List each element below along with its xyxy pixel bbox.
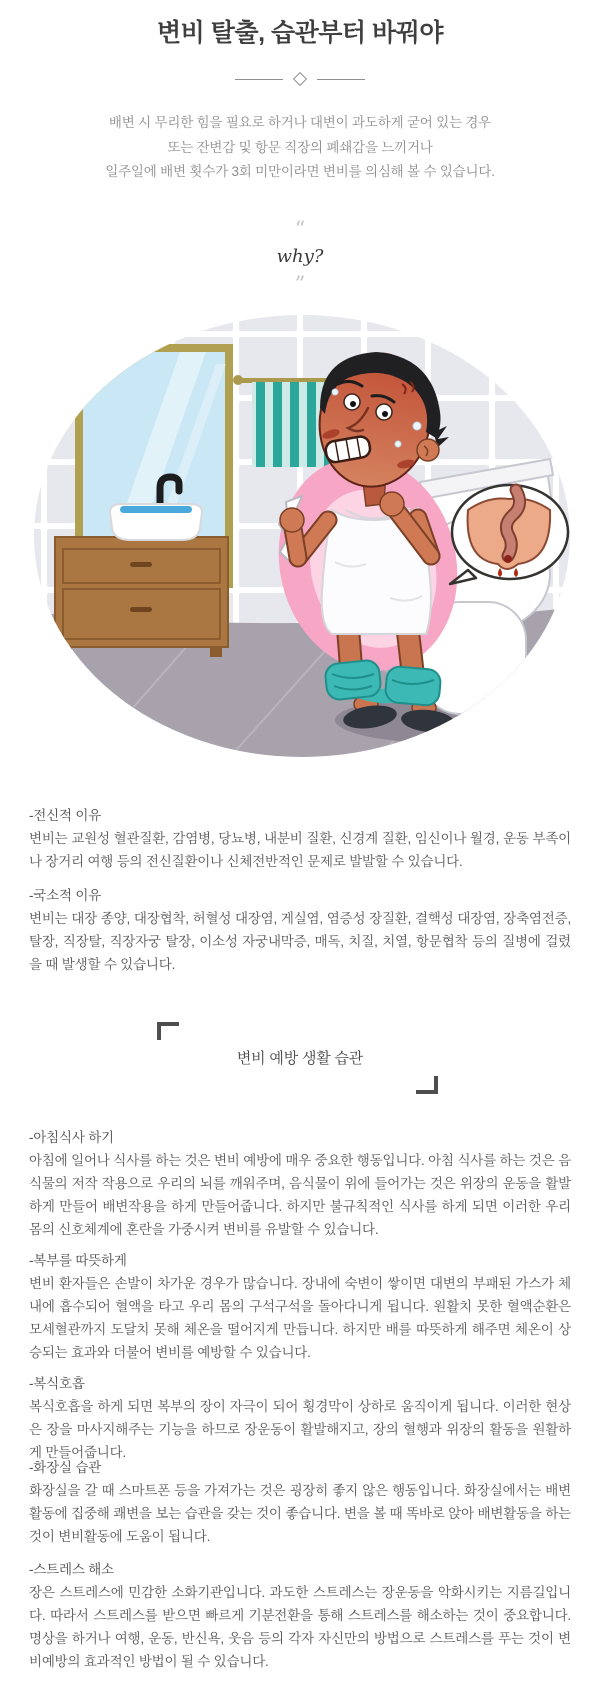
habits-section-title: 변비 예방 생활 습관 <box>236 1050 364 1067</box>
fist-left <box>280 508 304 532</box>
cause-heading-local: -국소적 이유 <box>29 888 102 903</box>
diamond-icon <box>293 72 307 86</box>
intro-line-2: 또는 잔변감 및 항문 직장의 폐쇄감을 느끼거나 <box>167 139 433 155</box>
cause-body-local: 변비는 대장 종양, 대장협착, 허혈성 대장염, 게실염, 염증성 장질환, 결핵성 대장염, 장축염전증, 탈장, 직장탈, 직장자궁 탈장, 이소성 자궁내막증, 매독, 치질, 치열, 항문협착 등의 질병에 걸렸을 때 발생할 수 있습니다. <box>29 911 571 972</box>
divider-line-right <box>317 79 365 80</box>
habit-heading-breakfast: -아침식사 하기 <box>29 1130 114 1145</box>
quote-word: why? <box>276 246 324 267</box>
ornamental-divider <box>0 74 600 84</box>
corner-bracket-top-left <box>157 1022 179 1040</box>
habit-body-breathing: 복식호흡을 하게 되면 복부의 장이 자극이 되어 횡경막이 상하로 움직이게 됩니다. 이러한 현상은 장을 마사지해주는 기능을 하므로 장운동이 활발해지고, 장의 혈행과 위장의 활동을 원활하게 만들어줍니다. <box>29 1399 571 1460</box>
habit-body-stress: 장은 스트레스에 민감한 소화기관입니다. 과도한 스트레스는 장운동을 악화시키는 지름길입니다. 따라서 스트레스를 받으면 빠르게 기분전환을 통해 스트레스를 해소하는 것이 중요합니다. 명상을 하거나 여행, 운동, 반신욕, 웃음 등의 각자 자신만의 방법으로 스트레스를 푸는 것이 변비예방의 효과적인 방법이 될 수 있습니다. <box>29 1585 571 1669</box>
habit-heading-toilet: -화장실 습관 <box>29 1460 102 1475</box>
intro-paragraph <box>0 111 600 185</box>
intro-line-1: 배변 시 무리한 힘을 필요로 하거나 대변이 과도하게 굳어 있는 경우 <box>108 115 492 130</box>
bathroom-illustration <box>30 312 570 757</box>
habit-body-breakfast: 아침에 일어나 식사를 하는 것은 변비 예방에 매우 중요한 행동입니다. 아침 식사를 하는 것은 음식물의 저작 작용으로 우리의 뇌를 깨워주며, 음식물이 위에 들어가는 것은 위장의 운동을 활발하게 만들어 배변작용을 하게 만들어줍니다. 하지만 불규칙적인 식사를 하게 되면 이러한 우리 몸의 신호체계에 혼란을 가중시켜 변비를 유발할 수 있습니다. <box>29 1153 571 1237</box>
habit-heading-stress: -스트레스 해소 <box>29 1562 114 1577</box>
page-title: 변비 탈출, 습관부터 바꿔야 <box>157 19 443 47</box>
cabinet <box>55 537 228 657</box>
divider-line-left <box>235 79 283 80</box>
habit-body-warm-abdomen: 변비 환자들은 손발이 차가운 경우가 많습니다. 장내에 숙변이 쌓이면 대변의 부패된 가스가 체내에 흡수되어 혈액을 타고 우리 몸의 구석구석을 돌아다니게 됩니다. 원활치 못한 혈액순환은 모세혈관까지 도달치 못해 체온을 떨어지게 만듭니다. 하지만 배를 따뜻하게 해주면 체온이 상승되는 효과와 더불어 변비를 예방할 수 있습니다. <box>29 1276 571 1360</box>
intro-line-3: 일주일에 배변 횟수가 3회 미만이라면 변비를 의심해 볼 수 있습니다. <box>105 164 495 179</box>
habit-heading-warm-abdomen: -복부를 따뜻하게 <box>29 1253 127 1268</box>
habit-body-toilet: 화장실을 갈 때 스마트폰 등을 가져가는 것은 굉장히 좋지 않은 행동입니다. 화장실에서는 배변활동에 집중해 쾌변을 보는 습관을 갖는 것이 좋습니다. 변을 볼 때 똑바로 앉아 배변활동을 하는 것이 변비활동에 도움이 됩니다. <box>29 1483 571 1544</box>
corner-bracket-bottom-right <box>416 1076 438 1094</box>
sweat-drop <box>413 422 421 430</box>
fist-right <box>380 492 404 516</box>
anus <box>504 555 512 563</box>
habit-heading-breathing: -복식호흡 <box>29 1376 85 1391</box>
cause-heading-systemic: -전신적 이유 <box>29 808 102 823</box>
cause-body-systemic: 변비는 교원성 혈관질환, 감염병, 당뇨병, 내분비 질환, 신경계 질환, 임신이나 월경, 운동 부족이나 장거리 여행 등의 전신질환이나 신체전반적인 문제로 발발할 수 있습니다. <box>29 831 571 869</box>
open-quote-icon: “ <box>294 217 306 241</box>
close-quote-icon: ” <box>294 272 306 296</box>
